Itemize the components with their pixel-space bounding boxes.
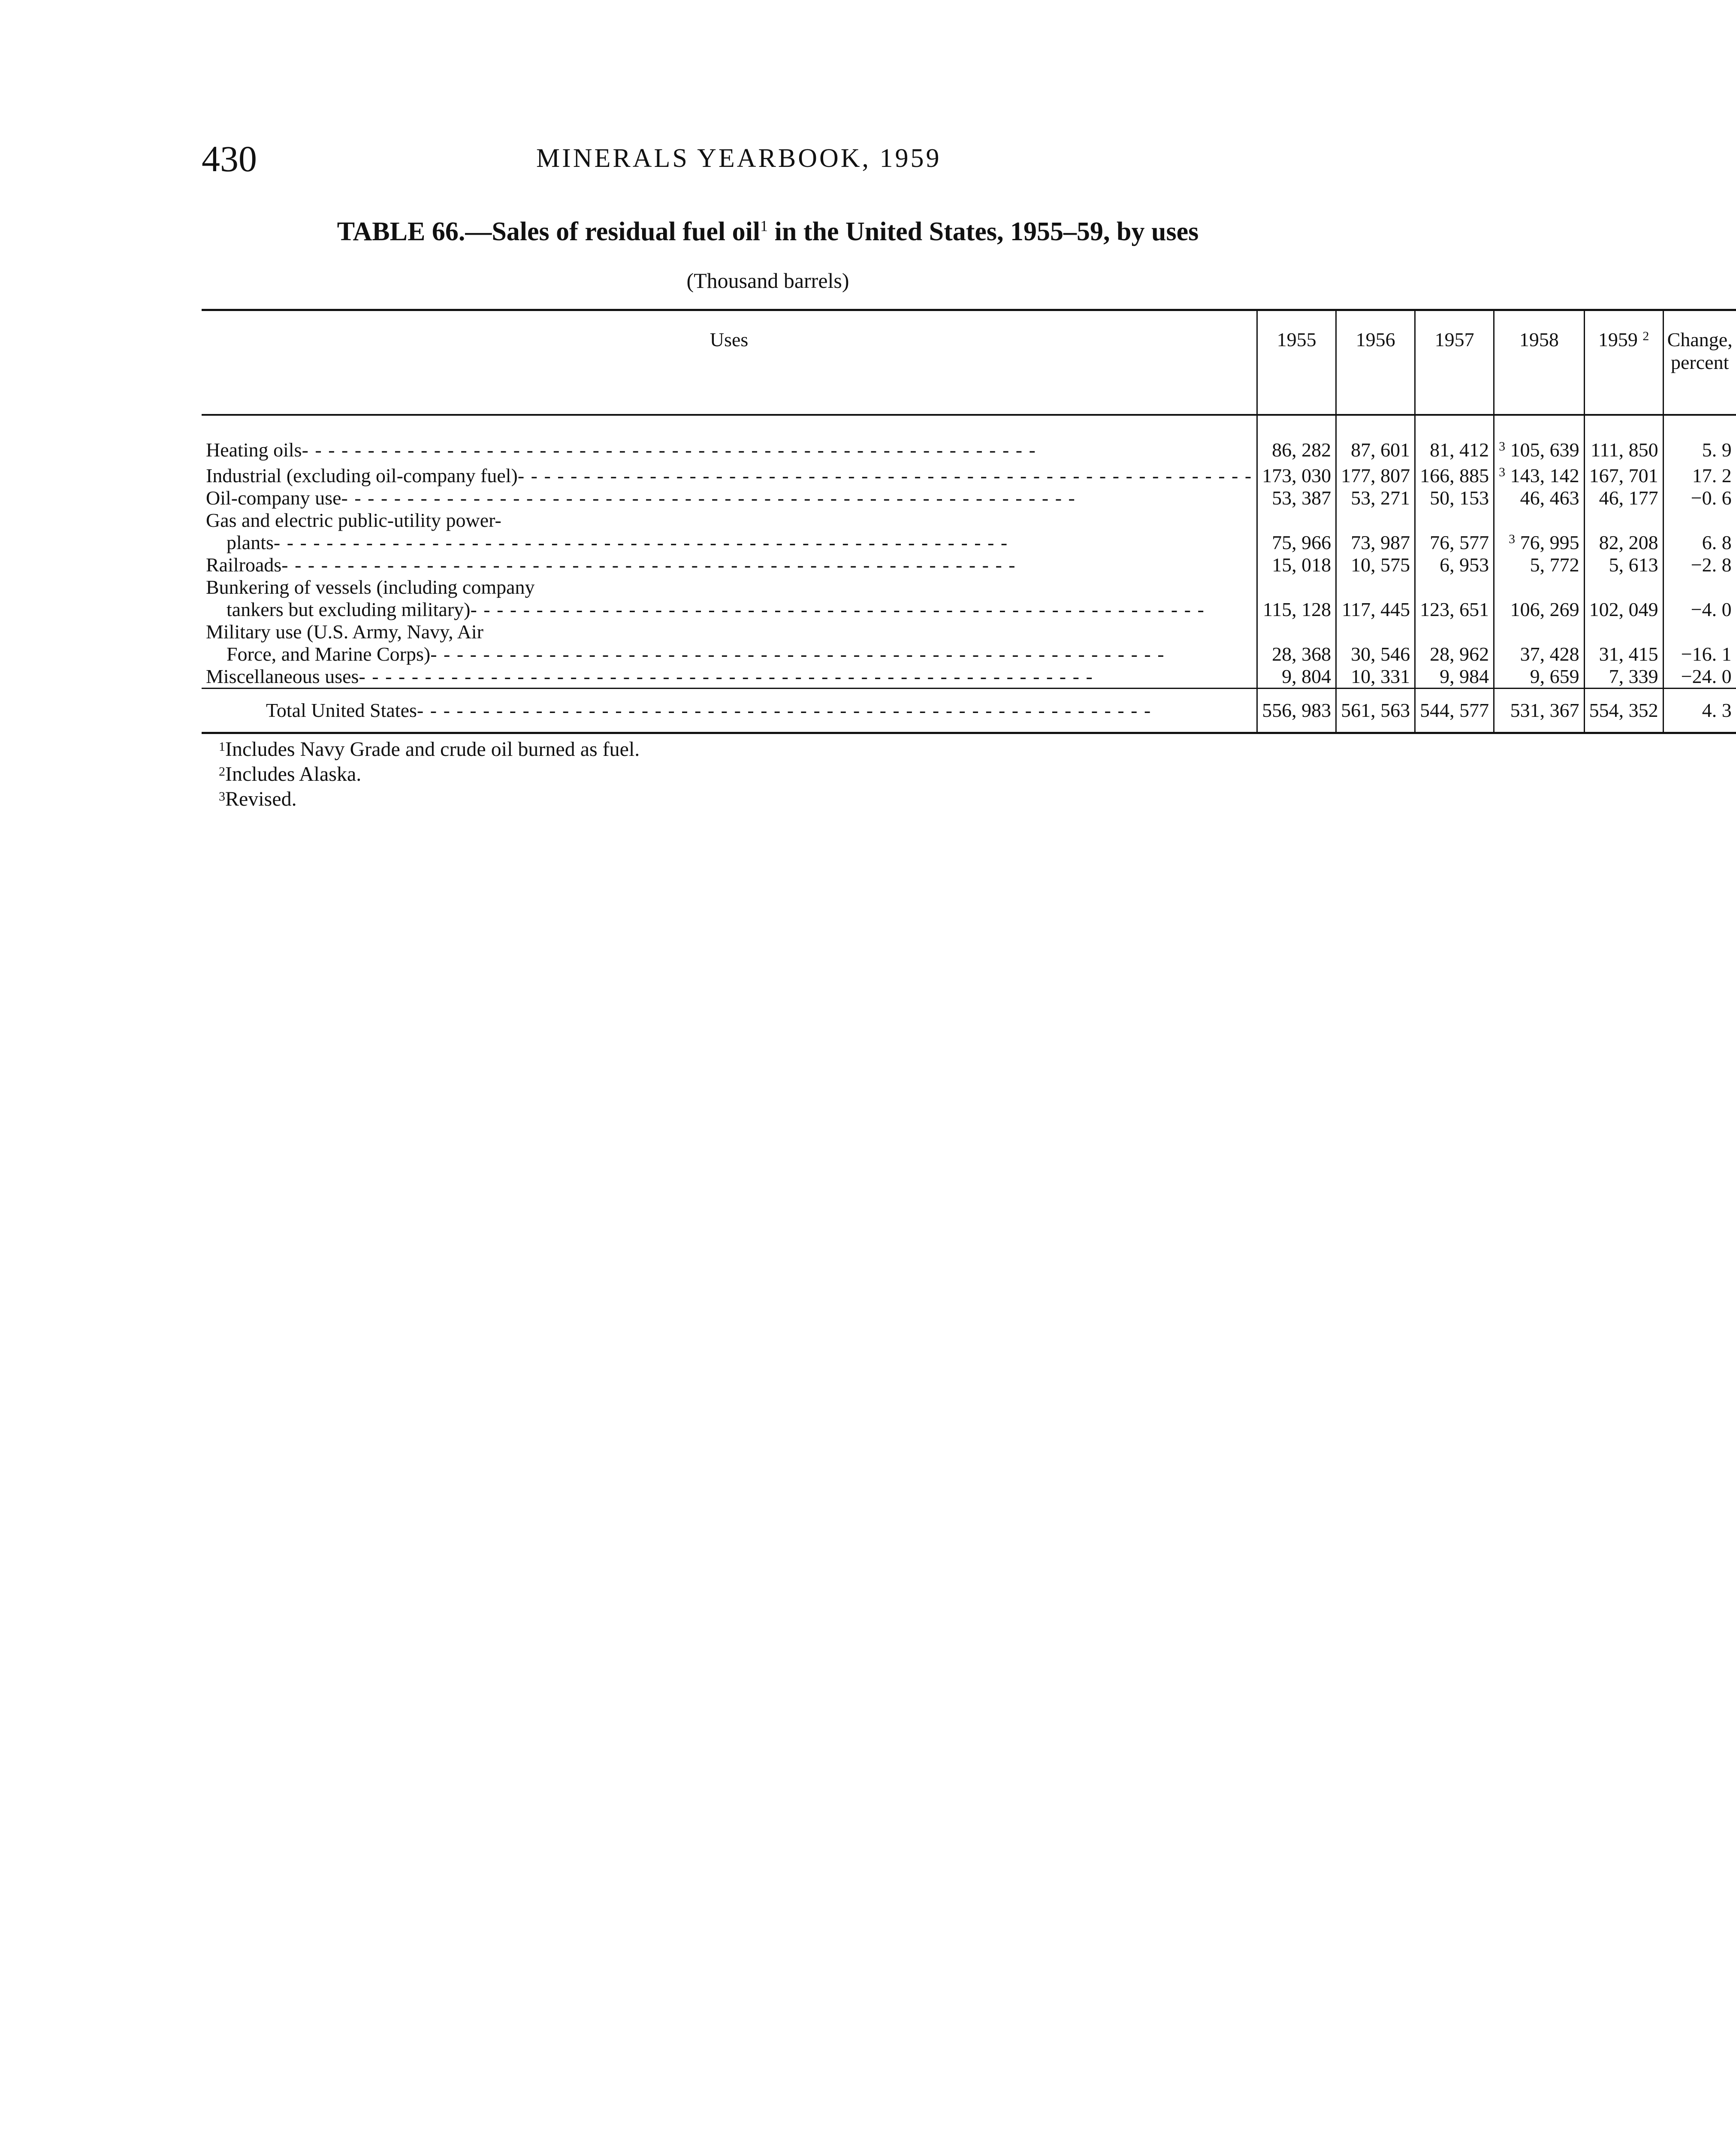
- table-title-suffix: in the United States, 1955–59, by uses: [768, 217, 1199, 246]
- row-label-text: Miscellaneous uses: [206, 665, 359, 687]
- total-label-cell: [202, 689, 1257, 733]
- row-label-line1: Military use (U.S. Army, Navy, Air: [206, 621, 483, 643]
- row-label-line2-wrap: [206, 532, 1252, 554]
- cell-1958-value: 105, 639: [1510, 439, 1579, 461]
- cell-change: 6. 8: [1663, 509, 1736, 554]
- cell-1956: 10, 331: [1336, 665, 1415, 689]
- total-1957: 544, 577: [1415, 689, 1494, 733]
- row-label-line2: plants: [226, 532, 274, 553]
- total-row: [202, 689, 1736, 733]
- cell-change: −16. 1: [1663, 621, 1736, 665]
- leader-dots: - - - - - - - - - - - - - - - - - - - - - - - - - - - - - - - - - - - - - - - - - - - - - - - - - - - - - - - -: [417, 699, 1152, 721]
- row-label-line1: Gas and electric public-utility power-: [206, 509, 501, 531]
- header-1958: 1958: [1494, 310, 1585, 415]
- cell-1958: [1494, 461, 1585, 487]
- cell-1956: 73, 987: [1336, 509, 1415, 554]
- total-1958: 531, 367: [1494, 689, 1585, 733]
- cell-1958-footnote-mark: 3: [1509, 532, 1516, 546]
- cell-1955: 28, 368: [1257, 621, 1336, 665]
- cell-1957: 123, 651: [1415, 576, 1494, 621]
- leader-dots: - - - - - - - - - - - - - - - - - - - - - - - - - - - - - - - - - - - - - - - - - - - - - - - - - - - - - - - -: [359, 665, 1093, 687]
- cell-1957: 50, 153: [1415, 487, 1494, 509]
- table-title-prefix: TABLE 66.—Sales of residual fuel oil: [337, 217, 761, 246]
- header-1959-label: 1959: [1598, 329, 1638, 350]
- cell-1955: 75, 966: [1257, 509, 1336, 554]
- cell-1958-value: 106, 269: [1510, 598, 1579, 620]
- cell-1959: 5, 613: [1584, 554, 1663, 576]
- header-1955: 1955: [1257, 310, 1336, 415]
- total-1955: 556, 983: [1257, 689, 1336, 733]
- header-1959: [1584, 310, 1663, 415]
- cell-1958-footnote-mark: 3: [1499, 439, 1506, 453]
- header-change: [1663, 310, 1736, 415]
- table-row: [202, 435, 1736, 461]
- running-head: MINERALS YEARBOOK, 1959: [536, 144, 942, 173]
- footnote-text: Revised.: [225, 788, 297, 810]
- table-row: [202, 487, 1736, 509]
- cell-change: −24. 0: [1663, 665, 1736, 689]
- spacer-row: [202, 415, 1736, 435]
- cell-1959: 111, 850: [1584, 435, 1663, 461]
- cell-change: −0. 6: [1663, 487, 1736, 509]
- header-change-line2: percent: [1671, 351, 1729, 373]
- header-1957: 1957: [1415, 310, 1494, 415]
- cell-1959: 82, 208: [1584, 509, 1663, 554]
- cell-1956: 87, 601: [1336, 435, 1415, 461]
- header-1959-footnote-mark: 2: [1642, 329, 1649, 343]
- leader-dots: - - - - - - - - - - - - - - - - - - - - - - - - - - - - - - - - - - - - - - - - - - - - - - - - - - - - - - - -: [470, 598, 1205, 620]
- row-label: [202, 554, 1257, 576]
- cell-1955: 86, 282: [1257, 435, 1336, 461]
- leader-dots: - - - - - - - - - - - - - - - - - - - - - - - - - - - - - - - - - - - - - - - - - - - - - - - - - - - - - - - -: [302, 439, 1036, 461]
- table-row: [202, 509, 1736, 554]
- table-row: [202, 554, 1736, 576]
- cell-1956: 177, 807: [1336, 461, 1415, 487]
- table-row: [202, 461, 1736, 487]
- cell-1958-value: 76, 995: [1520, 532, 1579, 553]
- cell-1955: 15, 018: [1257, 554, 1336, 576]
- row-label-wrap: [206, 487, 1252, 509]
- cell-1958-value: 46, 463: [1520, 487, 1579, 509]
- cell-1956: 53, 271: [1336, 487, 1415, 509]
- cell-change: −2. 8: [1663, 554, 1736, 576]
- cell-1958: [1494, 554, 1585, 576]
- cell-1957: 6, 953: [1415, 554, 1494, 576]
- cell-1959: 7, 339: [1584, 665, 1663, 689]
- table-body: [202, 415, 1736, 733]
- cell-1959: 102, 049: [1584, 576, 1663, 621]
- row-label-line2: Force, and Marine Corps): [226, 643, 431, 665]
- row-label-wrap: [206, 465, 1252, 487]
- header-uses: Uses: [202, 310, 1257, 415]
- cell-1958: [1494, 665, 1585, 689]
- table-title: [202, 217, 1334, 247]
- cell-1958: [1494, 487, 1585, 509]
- row-label: [202, 509, 1257, 554]
- row-label-text: Heating oils: [206, 439, 302, 461]
- cell-1955: 115, 128: [1257, 576, 1336, 621]
- header-1956: 1956: [1336, 310, 1415, 415]
- total-label-wrap: [206, 699, 1252, 722]
- cell-1955: 9, 804: [1257, 665, 1336, 689]
- footnote-mark: 3: [219, 789, 225, 804]
- table-title-footnote-mark: 1: [760, 217, 768, 235]
- row-label-line2: tankers but excluding military): [226, 598, 471, 620]
- table-row: [202, 665, 1736, 689]
- cell-1955: 173, 030: [1257, 461, 1336, 487]
- page-number: 430: [202, 138, 257, 179]
- cell-1958: [1494, 435, 1585, 461]
- row-label-text: Industrial (excluding oil-company fuel): [206, 465, 518, 486]
- footnote-mark: 1: [219, 740, 225, 754]
- cell-1956: 117, 445: [1336, 576, 1415, 621]
- cell-1958-value: 143, 142: [1510, 465, 1579, 486]
- cell-1959: 46, 177: [1584, 487, 1663, 509]
- row-label: [202, 621, 1257, 665]
- leader-dots: - - - - - - - - - - - - - - - - - - - - - - - - - - - - - - - - - - - - - - - - - - - - - - - - - - - - - - - -: [517, 465, 1253, 486]
- cell-1958-footnote-mark: 3: [1499, 465, 1506, 479]
- cell-change: 17. 2: [1663, 461, 1736, 487]
- total-1956: 561, 563: [1336, 689, 1415, 733]
- row-label-wrap: [206, 665, 1252, 688]
- data-table: [202, 309, 1736, 734]
- page-header: [202, 137, 1334, 184]
- row-label: [202, 461, 1257, 487]
- row-label-wrap: [206, 439, 1252, 461]
- cell-1957: 76, 577: [1415, 509, 1494, 554]
- cell-1956: 30, 546: [1336, 621, 1415, 665]
- cell-1958: [1494, 509, 1585, 554]
- footnotes: [219, 736, 640, 810]
- total-change: 4. 3: [1663, 689, 1736, 733]
- leader-dots: - - - - - - - - - - - - - - - - - - - - - - - - - - - - - - - - - - - - - - - - - - - - - - - - - - - - - - - -: [430, 643, 1165, 665]
- total-1959: 554, 352: [1584, 689, 1663, 733]
- cell-1955: 53, 387: [1257, 487, 1336, 509]
- row-label: [202, 665, 1257, 689]
- table-row: [202, 576, 1736, 621]
- cell-change: −4. 0: [1663, 576, 1736, 621]
- cell-1957: 9, 984: [1415, 665, 1494, 689]
- cell-1958: [1494, 576, 1585, 621]
- row-label-text: Oil-company use: [206, 487, 341, 509]
- row-label-wrap: [206, 554, 1252, 576]
- leader-dots: - - - - - - - - - - - - - - - - - - - - - - - - - - - - - - - - - - - - - - - - - - - - - - - - - - - - - - - -: [281, 554, 1016, 576]
- footnote: [219, 785, 640, 810]
- row-label: [202, 435, 1257, 461]
- row-label-line2-wrap: [206, 643, 1252, 665]
- cell-1959: 31, 415: [1584, 621, 1663, 665]
- table-row: [202, 621, 1736, 665]
- cell-1958-value: 9, 659: [1530, 665, 1579, 687]
- footnote-text: Includes Navy Grade and crude oil burned as fuel.: [225, 738, 640, 761]
- cell-1958: [1494, 621, 1585, 665]
- footnote-text: Includes Alaska.: [225, 763, 362, 785]
- leader-dots: - - - - - - - - - - - - - - - - - - - - - - - - - - - - - - - - - - - - - - - - - - - - - - - - - - - - - - - -: [341, 487, 1076, 509]
- cell-1957: 166, 885: [1415, 461, 1494, 487]
- cell-1957: 81, 412: [1415, 435, 1494, 461]
- row-label-text: Railroads: [206, 554, 282, 576]
- table-unit: (Thousand barrels): [686, 269, 849, 293]
- row-label-line1: Bunkering of vessels (including company: [206, 576, 535, 598]
- row-label-line2-wrap: [206, 598, 1252, 621]
- footnote-mark: 2: [219, 764, 225, 779]
- cell-change: 5. 9: [1663, 435, 1736, 461]
- cell-1958-value: 37, 428: [1520, 643, 1579, 665]
- footnote: [219, 736, 640, 761]
- cell-1959: 167, 701: [1584, 461, 1663, 487]
- header-change-line1: Change,: [1667, 329, 1733, 350]
- leader-dots: - - - - - - - - - - - - - - - - - - - - - - - - - - - - - - - - - - - - - - - - - - - - - - - - - - - - - - - -: [273, 532, 1008, 553]
- cell-1958-value: 5, 772: [1530, 554, 1579, 576]
- cell-1957: 28, 962: [1415, 621, 1494, 665]
- table-header-row: [202, 310, 1736, 415]
- row-label: [202, 487, 1257, 509]
- row-label: [202, 576, 1257, 621]
- total-label: Total United States: [266, 699, 417, 721]
- cell-1956: 10, 575: [1336, 554, 1415, 576]
- footnote: [219, 761, 640, 785]
